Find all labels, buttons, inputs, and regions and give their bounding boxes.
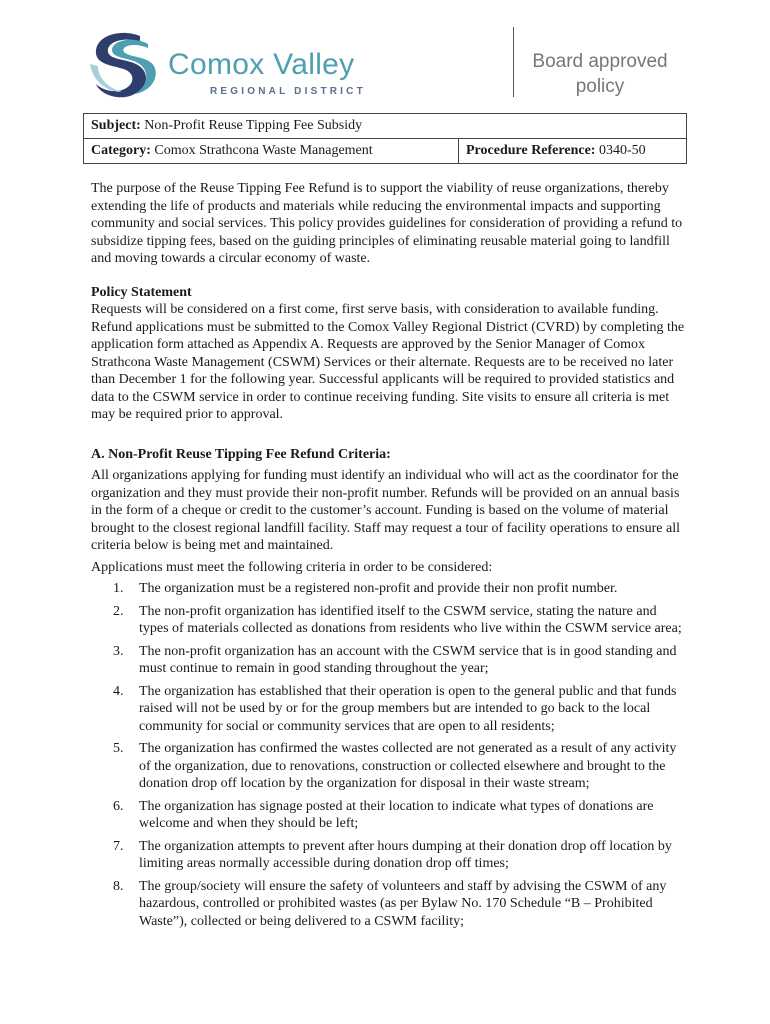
criteria-text: The organization has established that their operation is open to the general public and that funds raised will not be used by or for the group members but are intended to go back to the local community for social or community services that are open to all residents; bbox=[139, 683, 677, 734]
criteria-item bbox=[91, 580, 687, 598]
subject-value: Non-Profit Reuse Tipping Fee Subsidy bbox=[144, 118, 363, 133]
criteria-item bbox=[91, 878, 687, 931]
procedure-label: Procedure Reference: bbox=[466, 143, 596, 158]
org-name: Comox Valley bbox=[168, 48, 355, 81]
criteria-item bbox=[91, 740, 687, 793]
criteria-list bbox=[91, 580, 687, 930]
criteria-number: 1. bbox=[113, 581, 124, 596]
criteria-item bbox=[91, 603, 687, 638]
criteria-number: 4. bbox=[113, 683, 124, 699]
procedure-value: 0340-50 bbox=[598, 143, 646, 158]
subject-row bbox=[84, 114, 687, 139]
category-label: Category: bbox=[91, 143, 151, 158]
section-a-body: All organizations applying for funding must identify an individual who will act as the coordinator for the organization and they must provide their non-profit number. Refunds will be provided on an annual basis in the form of a cheque or credit to the customer’s account. Funding is based on the volume of material brought to the closest regional landfill facility. Staff may request a tour of facility operations to ensure all criteria below is being met and maintained. bbox=[91, 468, 680, 553]
intro-paragraph: The purpose of the Reuse Tipping Fee Refund is to support the viability of reuse organizations, thereby extending the life of products and materials while reducing the environmental impacts and supporting community and social services. This policy provides guidelines for consideration of providing a refund to subsidize tipping fees, based on the guiding principles of eliminating reusable material going to landfill and moving towards a circular economy of waste. bbox=[91, 181, 683, 266]
criteria-text: The organization attempts to prevent after hours dumping at their donation drop off location by limiting areas normally accessible during donation drop off times; bbox=[139, 838, 672, 871]
criteria-number: 6. bbox=[113, 798, 124, 814]
criteria-item bbox=[91, 798, 687, 833]
criteria-intro: Applications must meet the following criteria in order to be considered: bbox=[91, 559, 493, 575]
criteria-number: 5. bbox=[113, 741, 124, 756]
category-value: Comox Strathcona Waste Management bbox=[154, 143, 373, 158]
criteria-number: 2. bbox=[113, 603, 124, 619]
header-divider bbox=[513, 27, 514, 97]
policy-statement-body: Requests will be considered on a first come, first serve basis, with consideration to available funding. Refund applications must be submitted to the Comox Valley Regional District (CVRD) by completing the application form attached as Appendix A. Requests are approved by the Senior Manager of Comox Strathcona Waste Management (CSWM) Services or their alternate. Requests are to be received no later than December 1 for the following year. Successful applicants will be required to provided statistics and data to the CSWM service in order to continue receiving funding. Site visits to ensure all criteria is met may be required prior to approval. bbox=[91, 302, 685, 422]
policy-meta-table bbox=[83, 113, 687, 164]
approval-status bbox=[520, 49, 680, 99]
criteria-text: The organization has signage posted at their location to indicate what types of donations are welcome and when they should be left; bbox=[139, 798, 654, 831]
category-cell bbox=[84, 139, 459, 164]
criteria-text: The non-profit organization has an account with the CSWM service that is in good standing and must continue to remain in good standing throughout the year; bbox=[139, 643, 677, 676]
criteria-text: The non-profit organization has identified itself to the CSWM service, stating the nature and types of materials collected as donations from residents who live within the CSWM service area; bbox=[139, 603, 682, 636]
category-row bbox=[84, 139, 687, 164]
criteria-number: 7. bbox=[113, 838, 124, 854]
procedure-cell bbox=[459, 139, 687, 164]
criteria-number: 8. bbox=[113, 878, 124, 894]
swirl-light bbox=[90, 64, 122, 92]
criteria-item bbox=[91, 683, 687, 736]
policy-statement-heading: Policy Statement bbox=[91, 284, 192, 300]
subject-label: Subject: bbox=[91, 118, 141, 133]
criteria-item bbox=[91, 643, 687, 678]
criteria-text: The organization must be a registered non-profit and provide their non profit number. bbox=[139, 581, 618, 596]
cvrd-logo bbox=[88, 30, 388, 100]
section-a-heading: A. Non-Profit Reuse Tipping Fee Refund Criteria: bbox=[91, 446, 391, 462]
criteria-number: 3. bbox=[113, 643, 124, 659]
cvrd-swirl-icon bbox=[88, 30, 162, 100]
criteria-text: The organization has confirmed the wastes collected are not generated as a result of any activity of the organization, due to renovations, construction or collected elsewhere and brought to the donation drop off location by the organization for disposal in their waste stream; bbox=[139, 741, 677, 791]
subject-cell bbox=[84, 114, 687, 139]
policy-body bbox=[91, 180, 687, 935]
org-subtitle: REGIONAL DISTRICT bbox=[210, 86, 366, 97]
criteria-item bbox=[91, 838, 687, 873]
approval-line-1: Board approved bbox=[532, 51, 668, 72]
approval-line-2: policy bbox=[575, 76, 625, 97]
criteria-text: The group/society will ensure the safety of volunteers and staff by advising the CSWM of any hazardous, controlled or prohibited wastes (as per Bylaw No. 170 Schedule “B – Prohibited Waste”), collected or being delivered to a CSWM facility; bbox=[139, 878, 667, 929]
